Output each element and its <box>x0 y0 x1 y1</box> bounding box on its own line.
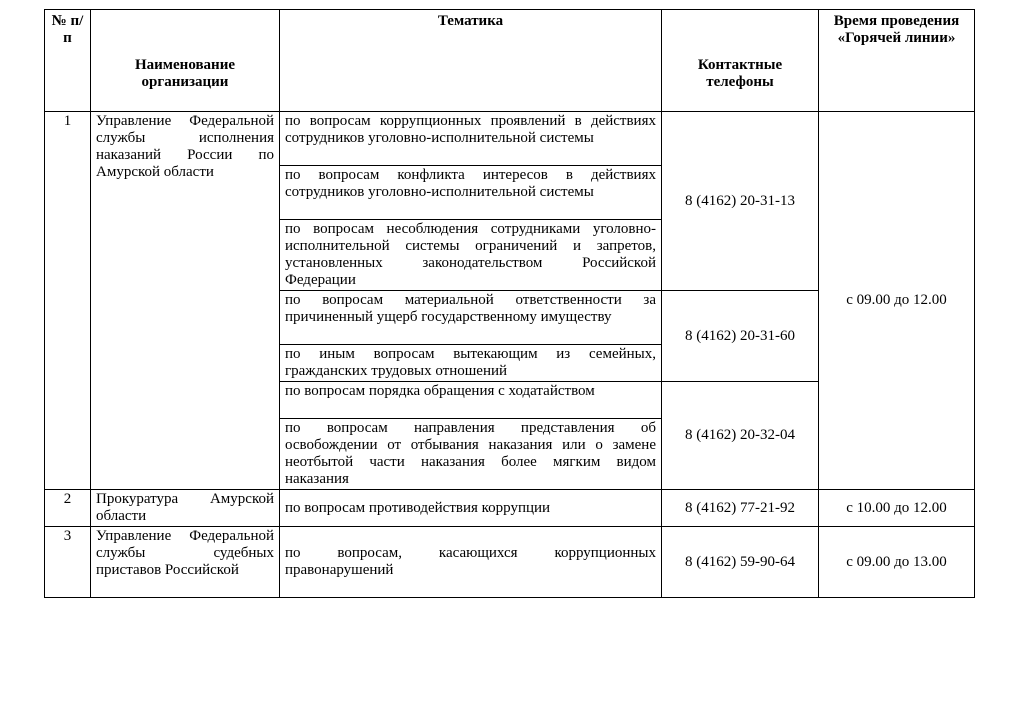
topic-cell: по вопросам коррупционных проявлений в действиях сотрудников уголовно-исполнительной системы <box>280 112 662 166</box>
header-organization: Наименование организации <box>91 10 280 112</box>
phone-cell: 8 (4162) 20-31-60 <box>662 291 819 382</box>
hotline-time-cell: с 10.00 до 12.00 <box>819 490 975 527</box>
table-header-row <box>45 10 975 112</box>
organization-name: Управление Федеральной службы судебных приставов Российской <box>91 527 280 598</box>
table-row <box>45 527 975 598</box>
phone-cell: 8 (4162) 59-90-64 <box>662 527 819 598</box>
table-row <box>45 490 975 527</box>
topic-cell: по вопросам, касающихся коррупционных правонарушений <box>280 527 662 598</box>
table-row <box>45 112 975 166</box>
topic-cell: по иным вопросам вытекающим из семейных, гражданских трудовых отношений <box>280 345 662 382</box>
topic-cell: по вопросам несоблюдения сотрудниками уголовно-исполнительной системы ограничений и запретов, установленных законодательством Российской Федерации <box>280 220 662 291</box>
row-number: 1 <box>45 112 91 490</box>
header-topic: Тематика <box>280 10 662 112</box>
topic-cell: по вопросам материальной ответственности за причиненный ущерб государственному имуществу <box>280 291 662 345</box>
topic-cell: по вопросам противодействия коррупции <box>280 490 662 527</box>
header-phones: Контактные телефоны <box>662 10 819 112</box>
phone-cell: 8 (4162) 77-21-92 <box>662 490 819 527</box>
header-hotline-time: Время проведения «Горячей линии» <box>819 10 975 112</box>
row-number: 2 <box>45 490 91 527</box>
organization-name: Прокуратура Амурской области <box>91 490 280 527</box>
phone-cell: 8 (4162) 20-32-04 <box>662 382 819 490</box>
hotline-time-cell: с 09.00 до 13.00 <box>819 527 975 598</box>
row-number: 3 <box>45 527 91 598</box>
hotline-table <box>44 9 975 598</box>
hotline-time-cell: с 09.00 до 12.00 <box>819 112 975 490</box>
topic-cell: по вопросам направления представления об освобождении от отбывания наказания или о замене неотбытой части наказания более мягким видом наказания <box>280 419 662 490</box>
topic-cell: по вопросам конфликта интересов в действиях сотрудников уголовно-исполнительной системы <box>280 166 662 220</box>
header-number: № п/п <box>45 10 91 112</box>
topic-cell: по вопросам порядка обращения с ходатайством <box>280 382 662 419</box>
organization-name: Управление Федеральной службы исполнения наказаний России по Амурской области <box>91 112 280 490</box>
phone-cell: 8 (4162) 20-31-13 <box>662 112 819 291</box>
